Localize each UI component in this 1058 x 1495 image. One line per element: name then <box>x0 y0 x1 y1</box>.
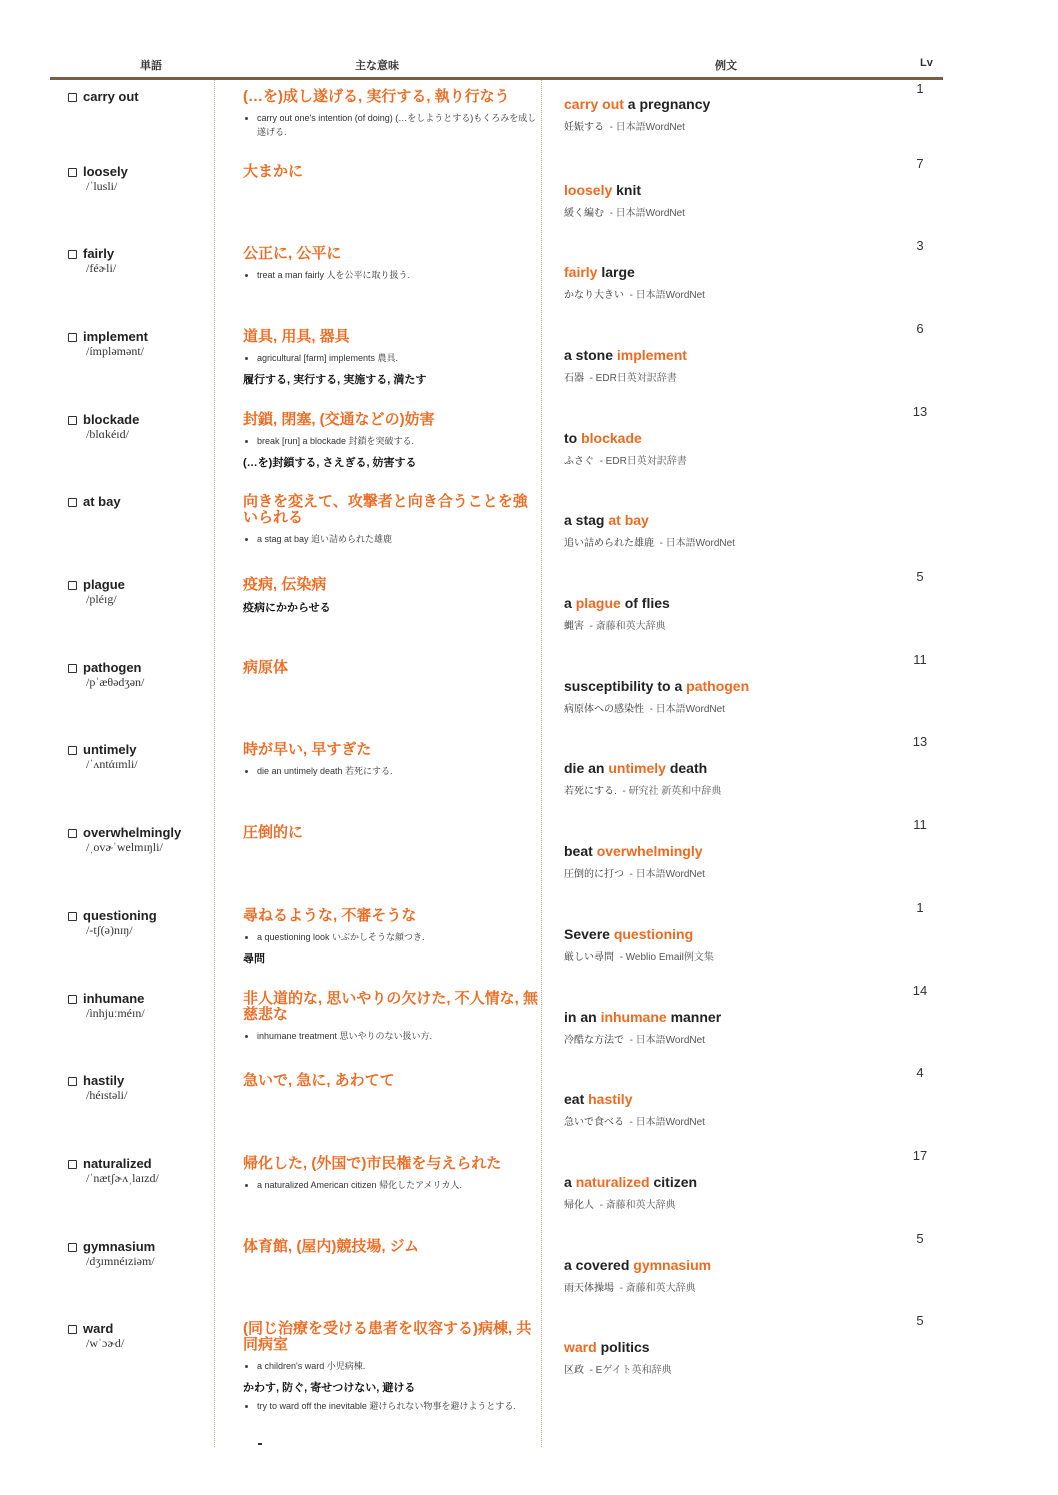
word-text: plague <box>83 577 125 592</box>
sentence-prefix: a <box>564 1174 576 1190</box>
word-text: questioning <box>83 908 157 923</box>
sentence-source: - Weblio Email例文集 <box>619 952 714 963</box>
word-text: inhumane <box>83 991 145 1006</box>
level-value: 5 <box>916 1313 924 1328</box>
sentence-japanese <box>564 948 894 963</box>
primary-meaning: 体育館, (屋内)競技場, ジム <box>243 1238 420 1255</box>
level-value: 5 <box>916 569 924 584</box>
primary-meaning: 時が早い, 早すぎた <box>243 741 372 758</box>
word-entry <box>68 1239 155 1254</box>
level-value: 11 <box>913 817 927 832</box>
word-text: loosely <box>83 164 128 179</box>
example-sentence <box>564 1257 894 1294</box>
sentence-english <box>564 1339 894 1355</box>
sentence-prefix: a stag <box>564 512 609 528</box>
example-sentence <box>564 1339 894 1376</box>
meaning-cell <box>243 825 538 841</box>
sentence-suffix: politics <box>596 1339 650 1355</box>
example-sentence <box>564 1009 894 1046</box>
usage-example: carry out one's intention (of doing) (…をしようとする)もくろみを成し遂げる. <box>243 111 538 139</box>
usage-example: a naturalized American citizen 帰化したアメリカ人. <box>243 1178 538 1192</box>
example-sentence <box>564 430 894 467</box>
word-text: implement <box>83 329 149 344</box>
checkbox-icon[interactable] <box>68 250 77 259</box>
sentence-japanese <box>564 118 894 133</box>
usage-example: break [run] a blockade 封鎖を突破する. <box>243 434 538 448</box>
sentence-keyword: implement <box>616 347 687 363</box>
sentence-keyword: ward <box>564 1339 597 1355</box>
sentence-japanese <box>564 452 894 467</box>
sentence-english <box>564 264 894 280</box>
pronunciation: /pˈæθədʒən/ <box>86 675 145 689</box>
word-text: pathogen <box>83 660 142 675</box>
word-text: gymnasium <box>83 1239 156 1254</box>
level-value: 4 <box>916 1065 924 1080</box>
meaning-cell <box>243 660 538 676</box>
sentence-japanese <box>564 369 894 384</box>
example-sentence <box>564 1091 894 1128</box>
usage-example: die an untimely death 若死にする. <box>243 764 538 778</box>
word-entry <box>68 1156 152 1171</box>
sentence-keyword: gymnasium <box>633 1257 712 1273</box>
checkbox-icon[interactable] <box>68 1077 77 1086</box>
sentence-source: - 斎藤和英大辞典 <box>599 1200 676 1211</box>
primary-meaning: 帰化した, (外国で)市民権を与えられた <box>243 1155 502 1172</box>
usage-example: treat a man fairly 人を公平に取り扱う. <box>243 268 538 282</box>
level-value: 3 <box>916 238 924 253</box>
secondary-meaning: かわす, 防ぐ, 寄せつけない, 避ける <box>243 1382 416 1394</box>
sentence-prefix: to <box>564 430 582 446</box>
sentence-suffix: of flies <box>620 595 670 611</box>
level-value: 14 <box>912 983 928 998</box>
sentence-keyword: pathogen <box>686 678 750 694</box>
header-divider <box>50 77 943 80</box>
secondary-meaning: 履行する, 実行する, 実施する, 満たす <box>243 374 427 386</box>
word-text: untimely <box>83 742 137 757</box>
pronunciation: /héɪstəli/ <box>86 1088 128 1102</box>
sentence-japanese <box>564 1113 894 1128</box>
sentence-prefix: a stone <box>564 347 617 363</box>
usage-example: try to ward off the inevitable 避けられない物事を避けようとする. <box>243 1399 538 1413</box>
sentence-source: - 日本語WordNet <box>629 869 705 880</box>
sentence-source: - 日本語WordNet <box>609 208 685 219</box>
sentence-source: - 日本語WordNet <box>609 122 685 133</box>
sentence-translation: 急いで食べる <box>564 1117 624 1128</box>
usage-example: agricultural [farm] implements 農具. <box>243 351 538 365</box>
sentence-source: - EDR日英対訳辞書 <box>599 456 687 467</box>
sentence-keyword: plague <box>575 595 621 611</box>
checkbox-icon[interactable] <box>68 1243 77 1252</box>
pronunciation: /ìnhjuːméɪn/ <box>86 1006 145 1020</box>
sentence-keyword: fairly <box>564 264 598 280</box>
pronunciation: /ímpləmənt/ <box>86 344 144 358</box>
sentence-japanese <box>564 617 894 632</box>
sentence-english <box>564 430 894 446</box>
pronunciation: /blɑkéɪd/ <box>86 427 129 441</box>
sentence-english <box>564 1174 894 1190</box>
meaning-cell <box>243 1073 538 1089</box>
word-text: overwhelmingly <box>83 825 182 840</box>
example-sentence <box>564 512 894 549</box>
secondary-meaning: 尋問 <box>243 953 265 965</box>
primary-meaning: 封鎖, 閉塞, (交通などの)妨害 <box>243 411 435 428</box>
sentence-translation: 区政 <box>564 1365 584 1376</box>
primary-meaning: 急いで, 急に, あわてて <box>243 1072 395 1089</box>
sentence-translation: 帰化人 <box>564 1200 594 1211</box>
word-entry <box>68 742 136 757</box>
checkbox-icon[interactable] <box>68 995 77 1004</box>
meaning-cell <box>243 164 538 180</box>
meaning-cell <box>243 991 538 1043</box>
word-entry <box>68 164 128 179</box>
word-text: at bay <box>83 494 121 509</box>
column-divider-right <box>541 80 542 1447</box>
header-level: Lv <box>920 57 933 69</box>
example-sentence <box>564 843 894 880</box>
sentence-prefix: Severe <box>564 926 614 942</box>
sentence-prefix: a <box>564 595 576 611</box>
sentence-japanese <box>564 1196 894 1211</box>
checkbox-icon[interactable] <box>68 1160 77 1169</box>
sentence-english <box>564 926 894 942</box>
sentence-source: - 日本語WordNet <box>629 1117 705 1128</box>
word-entry <box>68 1321 113 1336</box>
word-text: naturalized <box>83 1156 152 1171</box>
sentence-source: - Eゲイト英和辞典 <box>589 1365 672 1376</box>
sentence-keyword: loosely <box>564 182 613 198</box>
primary-meaning: (…を)成し遂げる, 実行する, 執り行なう <box>243 88 510 105</box>
primary-meaning: 病原体 <box>243 659 289 676</box>
sentence-english <box>564 678 894 694</box>
word-entry <box>68 577 125 592</box>
sentence-keyword: naturalized <box>575 1174 650 1190</box>
word-entry <box>68 412 139 427</box>
primary-meaning: 道具, 用具, 器具 <box>243 328 350 345</box>
table-header <box>50 57 943 77</box>
pronunciation: /ˈnætʃɚʌˌlaɪzd/ <box>86 1171 159 1185</box>
sentence-english <box>564 843 894 859</box>
sentence-source: - 斎藤和英大辞典 <box>589 621 666 632</box>
level-value: 5 <box>916 1231 924 1246</box>
sentence-suffix: citizen <box>649 1174 698 1190</box>
primary-meaning: (同じ治療を受ける患者を収容する)病棟, 共同病室 <box>243 1320 532 1353</box>
meaning-cell <box>243 246 538 282</box>
checkbox-icon[interactable] <box>68 581 77 590</box>
sentence-source: - 日本語WordNet <box>629 1035 705 1046</box>
pronunciation: /dʒɪmnéɪziəm/ <box>86 1254 155 1268</box>
word-entry <box>68 89 139 104</box>
example-sentence <box>564 760 894 797</box>
sentence-translation: 若死にする. <box>564 786 617 797</box>
checkbox-icon[interactable] <box>68 912 77 921</box>
sentence-english <box>564 347 894 363</box>
sentence-english <box>564 512 894 528</box>
meaning-cell <box>243 742 538 778</box>
usage-example: a questioning look いぶかしそうな顔つき. <box>243 930 538 944</box>
sentence-prefix: die an <box>564 760 609 776</box>
sentence-english <box>564 595 894 611</box>
word-text: hastily <box>83 1073 125 1088</box>
checkbox-icon[interactable] <box>68 746 77 755</box>
primary-meaning: 圧倒的に <box>243 824 304 841</box>
sentence-translation: 石器 <box>564 373 584 384</box>
word-text: ward <box>83 1321 114 1336</box>
level-value: 1 <box>916 81 924 96</box>
page-continuation-mark <box>258 1443 262 1445</box>
sentence-prefix: susceptibility to a <box>564 678 687 694</box>
level-value: 6 <box>916 321 924 336</box>
sentence-translation: 雨天体操場 <box>564 1283 614 1294</box>
sentence-japanese <box>564 204 894 219</box>
sentence-suffix: large <box>597 264 635 280</box>
checkbox-icon[interactable] <box>68 664 77 673</box>
primary-meaning: 疫病, 伝染病 <box>243 576 327 593</box>
sentence-japanese <box>564 286 894 301</box>
word-text: fairly <box>83 246 115 261</box>
example-sentence <box>564 347 894 384</box>
meaning-cell <box>243 1321 538 1413</box>
sentence-keyword: hastily <box>588 1091 633 1107</box>
meaning-cell <box>243 908 538 966</box>
sentence-prefix: in an <box>564 1009 601 1025</box>
pronunciation: /-tʃ(ə)nɪŋ/ <box>86 923 133 937</box>
word-entry <box>68 246 114 261</box>
pronunciation: /féɚli/ <box>86 261 117 275</box>
primary-meaning: 大まかに <box>243 163 304 180</box>
word-entry <box>68 908 157 923</box>
primary-meaning: 非人道的な, 思いやりの欠けた, 不人情な, 無慈悲な <box>243 990 539 1023</box>
secondary-meaning: 疫病にかからせる <box>243 602 331 614</box>
pronunciation: /ˈlusli/ <box>86 179 118 193</box>
sentence-translation: 厳しい尋問 <box>564 952 614 963</box>
sentence-english <box>564 1009 894 1025</box>
meaning-cell <box>243 577 538 615</box>
header-meaning: 主な意味 <box>355 60 399 72</box>
sentence-translation: 圧倒的に打つ <box>564 869 624 880</box>
level-value: 1 <box>916 900 924 915</box>
secondary-meaning: (…を)封鎖する, さえぎる, 妨害する <box>243 457 417 469</box>
example-sentence <box>564 926 894 963</box>
sentence-source: - 日本語WordNet <box>629 290 705 301</box>
sentence-japanese <box>564 534 894 549</box>
example-sentence <box>564 595 894 632</box>
sentence-prefix: eat <box>564 1091 589 1107</box>
sentence-japanese <box>564 700 894 715</box>
level-value: 7 <box>916 156 924 171</box>
sentence-keyword: untimely <box>608 760 666 776</box>
sentence-prefix: beat <box>564 843 597 859</box>
sentence-source: - 日本語WordNet <box>659 538 735 549</box>
word-entry <box>68 1073 124 1088</box>
sentence-japanese <box>564 1279 894 1294</box>
example-sentence <box>564 1174 894 1211</box>
sentence-translation: かなり大きい <box>564 290 624 301</box>
header-example: 例文 <box>715 60 737 72</box>
word-entry <box>68 660 142 675</box>
sentence-translation: ふさぐ <box>564 456 594 467</box>
usage-example: a children's ward 小児病棟. <box>243 1359 538 1373</box>
primary-meaning: 尋ねるような, 不審そうな <box>243 907 417 924</box>
usage-example: a stag at bay 追い詰められた雄鹿 <box>243 532 538 546</box>
sentence-suffix: death <box>665 760 708 776</box>
sentence-keyword: carry out <box>564 96 624 112</box>
sentence-japanese <box>564 1031 894 1046</box>
sentence-english <box>564 1091 894 1107</box>
meaning-cell <box>243 1239 538 1255</box>
word-text: carry out <box>83 89 139 104</box>
sentence-translation: 妊娠する <box>564 122 604 133</box>
sentence-japanese <box>564 1361 894 1376</box>
sentence-keyword: at bay <box>608 512 649 528</box>
primary-meaning: 公正に, 公平に <box>243 245 342 262</box>
word-entry <box>68 494 121 509</box>
sentence-japanese <box>564 782 894 797</box>
sentence-source: - 研究社 新英和中辞典 <box>622 786 722 797</box>
sentence-translation: 病原体への感染性 <box>564 704 644 715</box>
sentence-keyword: inhumane <box>600 1009 667 1025</box>
sentence-keyword: overwhelmingly <box>596 843 703 859</box>
checkbox-icon[interactable] <box>68 93 77 102</box>
level-value: 11 <box>913 652 927 667</box>
pronunciation: /ˈʌntάɪmli/ <box>86 757 138 771</box>
checkbox-icon[interactable] <box>68 829 77 838</box>
sentence-prefix: a covered <box>564 1257 634 1273</box>
sentence-english <box>564 182 894 198</box>
meaning-cell <box>243 1156 538 1192</box>
header-word: 単語 <box>140 60 162 72</box>
checkbox-icon[interactable] <box>68 1325 77 1334</box>
meaning-cell <box>243 89 538 139</box>
word-entry <box>68 991 144 1006</box>
checkbox-icon[interactable] <box>68 416 77 425</box>
sentence-translation: 冷酷な方法で <box>564 1035 624 1046</box>
checkbox-icon[interactable] <box>68 168 77 177</box>
level-value: 13 <box>912 734 928 749</box>
sentence-suffix: a pregnancy <box>623 96 711 112</box>
level-value: 13 <box>912 404 928 419</box>
meaning-cell <box>243 494 538 546</box>
sentence-english <box>564 96 894 112</box>
word-entry <box>68 329 148 344</box>
level-value: 17 <box>912 1148 928 1163</box>
sentence-suffix: knit <box>612 182 642 198</box>
meaning-cell <box>243 412 538 470</box>
example-sentence <box>564 182 894 219</box>
example-sentence <box>564 96 894 133</box>
checkbox-icon[interactable] <box>68 498 77 507</box>
pronunciation: /ˌovɚˈwelmɪŋli/ <box>86 840 163 854</box>
pronunciation: /wˈɔɚd/ <box>86 1336 125 1350</box>
sentence-source: - 日本語WordNet <box>649 704 725 715</box>
checkbox-icon[interactable] <box>68 333 77 342</box>
sentence-japanese <box>564 865 894 880</box>
sentence-translation: 蝿害 <box>564 621 584 632</box>
sentence-keyword: blockade <box>581 430 642 446</box>
word-text: blockade <box>83 412 140 427</box>
usage-example: inhumane treatment 思いやりのない扱い方. <box>243 1029 538 1043</box>
sentence-source: - 斎藤和英大辞典 <box>619 1283 696 1294</box>
word-entry <box>68 825 181 840</box>
column-divider-left <box>214 80 215 1447</box>
example-sentence <box>564 264 894 301</box>
pronunciation: /pléɪg/ <box>86 592 117 606</box>
sentence-english <box>564 1257 894 1273</box>
sentence-keyword: questioning <box>613 926 694 942</box>
sentence-english <box>564 760 894 776</box>
example-sentence <box>564 678 894 715</box>
sentence-suffix: manner <box>666 1009 722 1025</box>
sentence-translation: 緩く編む <box>564 208 604 219</box>
meaning-cell <box>243 329 538 387</box>
sentence-translation: 追い詰められた雄鹿 <box>564 538 654 549</box>
sentence-source: - EDR日英対訳辞書 <box>589 373 677 384</box>
primary-meaning: 向きを変えて、攻撃者と向き合うことを強いられる <box>243 493 528 526</box>
